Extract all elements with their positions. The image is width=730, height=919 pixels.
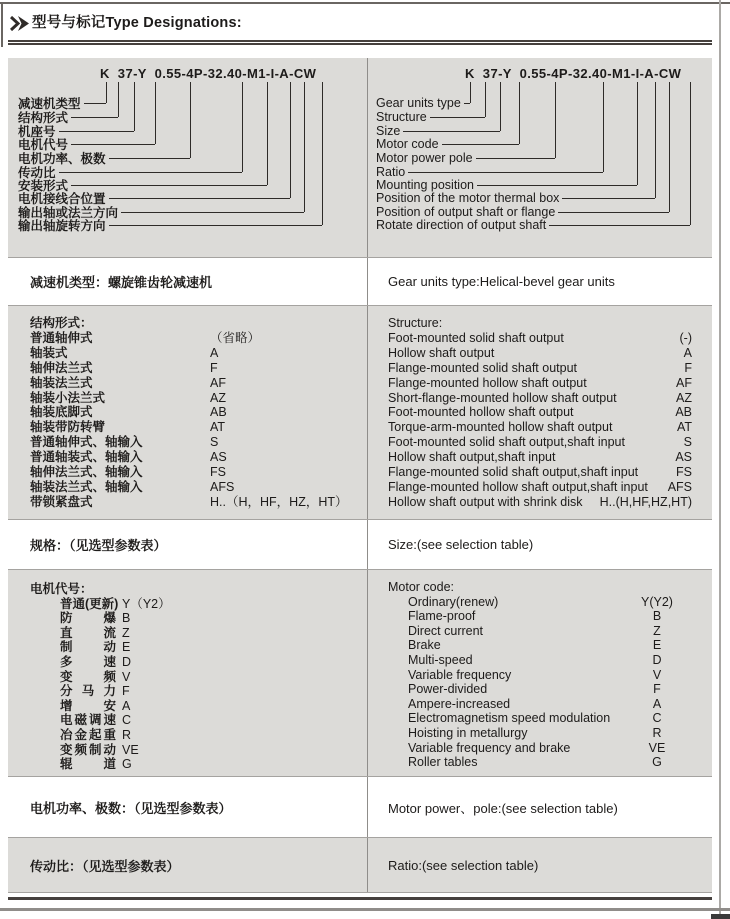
ladder-row	[376, 137, 519, 151]
item-code: AS	[675, 450, 692, 465]
item-label: Flange-mounted hollow shaft output	[388, 375, 587, 390]
leader-vline	[690, 82, 691, 225]
gear-type-cn: 减速机类型：螺旋锥齿轮减速机	[8, 258, 368, 305]
motor-item	[60, 655, 367, 670]
item-label: 分马力	[60, 684, 116, 699]
type-code-en: K 37-Y 0.55-4P-32.40-M1-I-A-CW	[465, 66, 682, 81]
item-label: 轴装小法兰式	[30, 390, 106, 405]
structure-en	[368, 306, 712, 519]
item-label: Variable frequency and brake	[408, 740, 571, 755]
structure-item	[388, 435, 692, 450]
motor-item	[408, 726, 687, 741]
item-label: Foot-mounted hollow shaft output	[388, 405, 574, 420]
ladder-label: 安装形式	[18, 179, 69, 193]
item-code: B	[652, 609, 662, 624]
leader-line	[71, 117, 118, 118]
ladder-label: Position of the motor thermal box	[376, 191, 560, 205]
item-label: 普通(更新)	[60, 596, 119, 611]
item-label: 冶金起重	[60, 727, 116, 742]
leader-line	[71, 144, 155, 145]
item-label: 电磁调速	[60, 713, 116, 728]
leader-line	[109, 158, 190, 159]
motor-item	[60, 699, 367, 714]
section-title: Motor code:	[388, 580, 455, 594]
structure-item	[388, 346, 692, 361]
item-code: F	[684, 360, 692, 375]
leader-vline	[470, 82, 471, 103]
motor-item	[408, 638, 687, 653]
leader-line	[84, 103, 106, 104]
motor-item	[60, 626, 367, 641]
item-label: 轴伸法兰式、轴输入	[30, 465, 143, 480]
ratio-cn: 传动比：（见选型参数表）	[8, 838, 368, 892]
ladder-label: Structure	[376, 110, 427, 124]
item-label: Flame-proof	[408, 609, 476, 624]
item-code: (-)	[679, 330, 692, 345]
item-code: E	[122, 640, 131, 655]
ladder-label: 结构形式	[18, 111, 69, 125]
motor-item	[60, 597, 367, 612]
item-label: Hollow shaft output,shaft input	[388, 450, 556, 465]
item-code: V	[122, 669, 131, 684]
item-code: A	[652, 696, 662, 711]
ladder-label: 电机接线合位置	[18, 192, 106, 206]
motor-item	[408, 682, 687, 697]
leader-line	[403, 131, 500, 132]
ladder-label: Motor power pole	[376, 151, 473, 165]
item-code: VE	[122, 742, 139, 757]
item-code: G	[652, 755, 662, 770]
motor-item	[60, 728, 367, 743]
item-code: AT	[676, 420, 692, 435]
structure-item	[388, 405, 692, 420]
item-label: 直流	[60, 625, 116, 640]
structure-item	[30, 391, 367, 406]
leader-line	[59, 131, 134, 132]
item-code: AFS	[667, 479, 692, 494]
motor-item	[408, 668, 687, 683]
size-en: Size:(see selection table)	[388, 537, 534, 552]
leader-line	[121, 212, 304, 213]
item-label: 普通轴装式、轴输入	[30, 450, 143, 465]
structure-item	[388, 495, 692, 510]
item-code: VE	[648, 740, 666, 755]
item-label: Ampere-increased	[408, 696, 511, 711]
item-code: AZ	[676, 390, 692, 405]
item-label: 轴伸法兰式	[30, 360, 93, 375]
item-code: A	[210, 345, 219, 360]
ladder-row	[376, 205, 669, 219]
size-cn: 规格：（见选型参数表）	[8, 520, 368, 569]
item-code: Y(Y2)	[641, 594, 673, 609]
structure-row	[8, 306, 712, 520]
ladder-label: Position of output shaft or flange	[376, 205, 556, 219]
item-label: Power-divided	[408, 682, 488, 697]
leader-vline	[242, 82, 243, 172]
leader-line	[71, 185, 267, 186]
diagram-row	[8, 58, 712, 258]
motor-item	[60, 640, 367, 655]
motor-item	[408, 653, 687, 668]
item-code: AT	[210, 420, 226, 435]
leader-vline	[290, 82, 291, 198]
item-code: V	[652, 667, 662, 682]
motor-item	[408, 609, 687, 624]
page-top-rule	[0, 2, 730, 4]
leader-line	[558, 212, 669, 213]
item-code: AB	[210, 405, 227, 420]
motor-item	[408, 697, 687, 712]
item-label: Multi-speed	[408, 652, 473, 667]
motor-item	[60, 743, 367, 758]
structure-item	[388, 361, 692, 376]
leader-vline	[106, 82, 107, 103]
ladder-label: Motor code	[376, 137, 439, 151]
table-bottom-rule	[8, 897, 712, 900]
structure-item	[388, 391, 692, 406]
item-label: 防爆	[60, 611, 116, 626]
item-code: Z	[653, 623, 661, 638]
item-label: Roller tables	[408, 755, 478, 770]
item-code: G	[122, 757, 132, 772]
structure-item	[30, 435, 367, 450]
type-code-cn: K 37-Y 0.55-4P-32.40-M1-I-A-CW	[100, 66, 317, 81]
structure-item	[30, 480, 367, 495]
ladder-row	[376, 124, 500, 138]
item-label: 变频制动	[60, 742, 116, 757]
item-code: FS	[676, 465, 692, 480]
item-code: FS	[210, 465, 226, 480]
ladder-row	[376, 218, 690, 232]
leader-vline	[304, 82, 305, 212]
item-code: F	[210, 360, 218, 375]
item-code: F	[653, 682, 661, 697]
item-code: Z	[122, 625, 130, 640]
item-code: C	[652, 711, 662, 726]
ladder-label: Mounting position	[376, 178, 474, 192]
structure-item	[30, 376, 367, 391]
item-label: Direct current	[408, 623, 484, 638]
header-double-rule	[8, 40, 712, 45]
leader-line	[549, 225, 690, 226]
item-code: Y（Y2）	[122, 596, 171, 611]
structure-item	[30, 346, 367, 361]
item-label: Hoisting in metallurgy	[408, 725, 528, 740]
item-code: F	[122, 684, 130, 699]
item-label: 辊道	[60, 757, 116, 772]
leader-vline	[519, 82, 520, 144]
leader-line	[109, 225, 322, 226]
structure-item	[30, 420, 367, 435]
item-code: S	[683, 435, 692, 450]
item-code: AF	[210, 375, 226, 390]
structure-item	[388, 465, 692, 480]
motor-item	[408, 711, 687, 726]
item-code: AF	[676, 375, 692, 390]
ladder-row	[376, 191, 655, 205]
motor-item	[408, 595, 687, 610]
leader-line	[476, 158, 555, 159]
item-label: 轴装法兰式	[30, 375, 93, 390]
type-designation-table	[8, 58, 712, 893]
item-label: Short-flange-mounted hollow shaft output	[388, 390, 617, 405]
motor-item	[60, 684, 367, 699]
ladder-label: 传动比	[18, 166, 56, 180]
gear-type-row	[8, 258, 712, 306]
leader-vline	[655, 82, 656, 198]
structure-item	[388, 331, 692, 346]
leader-vline	[637, 82, 638, 185]
item-label: Electromagnetism speed modulation	[408, 711, 611, 726]
item-label: 普通轴伸式、轴输入	[30, 435, 143, 450]
item-label: Torque-arm-mounted hollow shaft output	[388, 420, 613, 435]
item-code: R	[122, 727, 132, 742]
item-label: 增安	[60, 698, 116, 713]
page-left-rule	[1, 4, 3, 47]
motor-item	[60, 713, 367, 728]
ratio-en: Ratio:(see selection table)	[388, 857, 539, 873]
ladder-label: 电机功率、极数	[18, 152, 106, 166]
leader-vline	[118, 82, 119, 117]
size-row	[8, 520, 712, 570]
item-code: AB	[675, 405, 692, 420]
leader-line	[408, 172, 603, 173]
ladder-label: 输出轴或法兰方向	[18, 206, 119, 220]
item-code: A	[683, 345, 692, 360]
gear-type-en: Gear units type:Helical-bevel gear units	[388, 274, 615, 289]
ladder-label: Size	[376, 124, 401, 138]
ladder-row	[376, 151, 555, 165]
item-code: H..(H,HF,HZ,HT)	[599, 494, 692, 509]
leader-line	[477, 185, 637, 186]
motor-code-row	[8, 570, 712, 777]
ladder-label: 机座号	[18, 125, 56, 139]
page-right-rule	[719, 0, 721, 919]
item-label: 多速	[60, 654, 116, 669]
item-code: D	[122, 654, 132, 669]
motor-power-row	[8, 777, 712, 838]
item-label: Foot-mounted solid shaft output	[388, 330, 564, 345]
leader-vline	[267, 82, 268, 185]
leader-vline	[603, 82, 604, 172]
leader-vline	[555, 82, 556, 158]
double-arrow-icon	[10, 16, 30, 36]
structure-item	[30, 495, 367, 510]
item-label: 轴装式	[30, 345, 68, 360]
motor-code-en	[368, 570, 712, 776]
page-title: 型号与标记Type Designations:	[32, 15, 242, 31]
item-code: AFS	[210, 479, 235, 494]
leader-vline	[485, 82, 486, 117]
ladder-label: Gear units type	[376, 96, 461, 110]
section-title: 结构形式：	[30, 316, 93, 330]
ladder-row	[376, 96, 470, 110]
item-label: 轴装底脚式	[30, 405, 93, 420]
item-code: AS	[210, 450, 227, 465]
item-code: R	[652, 725, 662, 740]
item-code: B	[122, 611, 131, 626]
structure-cn	[8, 306, 368, 519]
item-code: E	[652, 638, 662, 653]
item-label: 普通轴伸式	[30, 330, 93, 345]
ladder-row	[376, 110, 485, 124]
item-label: Flange-mounted solid shaft output	[388, 360, 578, 375]
leader-vline	[322, 82, 323, 225]
item-label: 轴装带防转臂	[30, 420, 106, 435]
leader-vline	[155, 82, 156, 144]
structure-item	[388, 450, 692, 465]
footer-rule	[0, 908, 730, 911]
section-title: Structure:	[388, 316, 443, 330]
ratio-row	[8, 838, 712, 893]
ladder-label: 输出轴旋转方向	[18, 219, 106, 233]
item-code: C	[122, 713, 132, 728]
item-code: S	[210, 435, 219, 450]
motor-power-en: Motor power、pole:(see selection table)	[388, 800, 618, 816]
item-label: Hollow shaft output with shrink disk	[388, 494, 583, 509]
motor-power-cn: 电机功率、极数：（见选型参数表）	[8, 777, 368, 837]
structure-item	[30, 331, 367, 346]
ladder-label: 减速机类型	[18, 97, 81, 111]
item-label: Flange-mounted solid shaft output,shaft input	[388, 465, 639, 480]
item-label: 轴装法兰式、轴输入	[30, 479, 143, 494]
ladder-label: Rotate direction of output shaft	[376, 218, 547, 232]
item-code: A	[122, 698, 131, 713]
ladder-row	[376, 178, 637, 192]
leader-line	[562, 198, 655, 199]
item-label: 变频	[60, 669, 116, 684]
diagram-en	[368, 58, 712, 257]
page-corner-tab	[711, 914, 730, 919]
ladder-row	[376, 165, 603, 179]
item-label: 带锁紧盘式	[30, 494, 93, 509]
motor-item	[408, 741, 687, 756]
motor-item	[408, 624, 687, 639]
structure-item	[30, 405, 367, 420]
structure-item	[30, 465, 367, 480]
item-code: （省略）	[210, 330, 261, 345]
structure-item	[388, 420, 692, 435]
section-title: 电机代号：	[30, 582, 93, 596]
structure-item	[30, 361, 367, 376]
motor-item	[60, 670, 367, 685]
item-label: Ordinary(renew)	[408, 594, 499, 609]
item-label: Hollow shaft output	[388, 345, 495, 360]
structure-item	[388, 480, 692, 495]
item-label: Flange-mounted hollow shaft output,shaft input	[388, 479, 648, 494]
leader-vline	[134, 82, 135, 131]
structure-item	[388, 376, 692, 391]
structure-item	[30, 450, 367, 465]
leader-line	[109, 198, 290, 199]
item-code: D	[652, 652, 662, 667]
motor-item	[408, 755, 687, 770]
motor-code-cn	[8, 570, 368, 776]
item-label: Foot-mounted solid shaft output,shaft input	[388, 435, 625, 450]
diagram-cn	[8, 58, 368, 257]
motor-item	[60, 757, 367, 772]
item-label: Brake	[408, 638, 441, 653]
leader-line	[442, 144, 519, 145]
leader-line	[430, 117, 485, 118]
leader-line	[59, 172, 242, 173]
motor-item	[60, 611, 367, 626]
ladder-label: 电机代号	[18, 138, 69, 152]
leader-vline	[190, 82, 191, 158]
ladder-label: Ratio	[376, 165, 406, 179]
leader-vline	[669, 82, 670, 212]
item-label: 制动	[60, 640, 116, 655]
ladder-row	[18, 218, 322, 232]
leader-vline	[500, 82, 501, 131]
item-code: AZ	[210, 390, 226, 405]
item-label: Variable frequency	[408, 667, 512, 682]
item-code: H..（H，HF，HZ，HT）	[210, 494, 348, 509]
